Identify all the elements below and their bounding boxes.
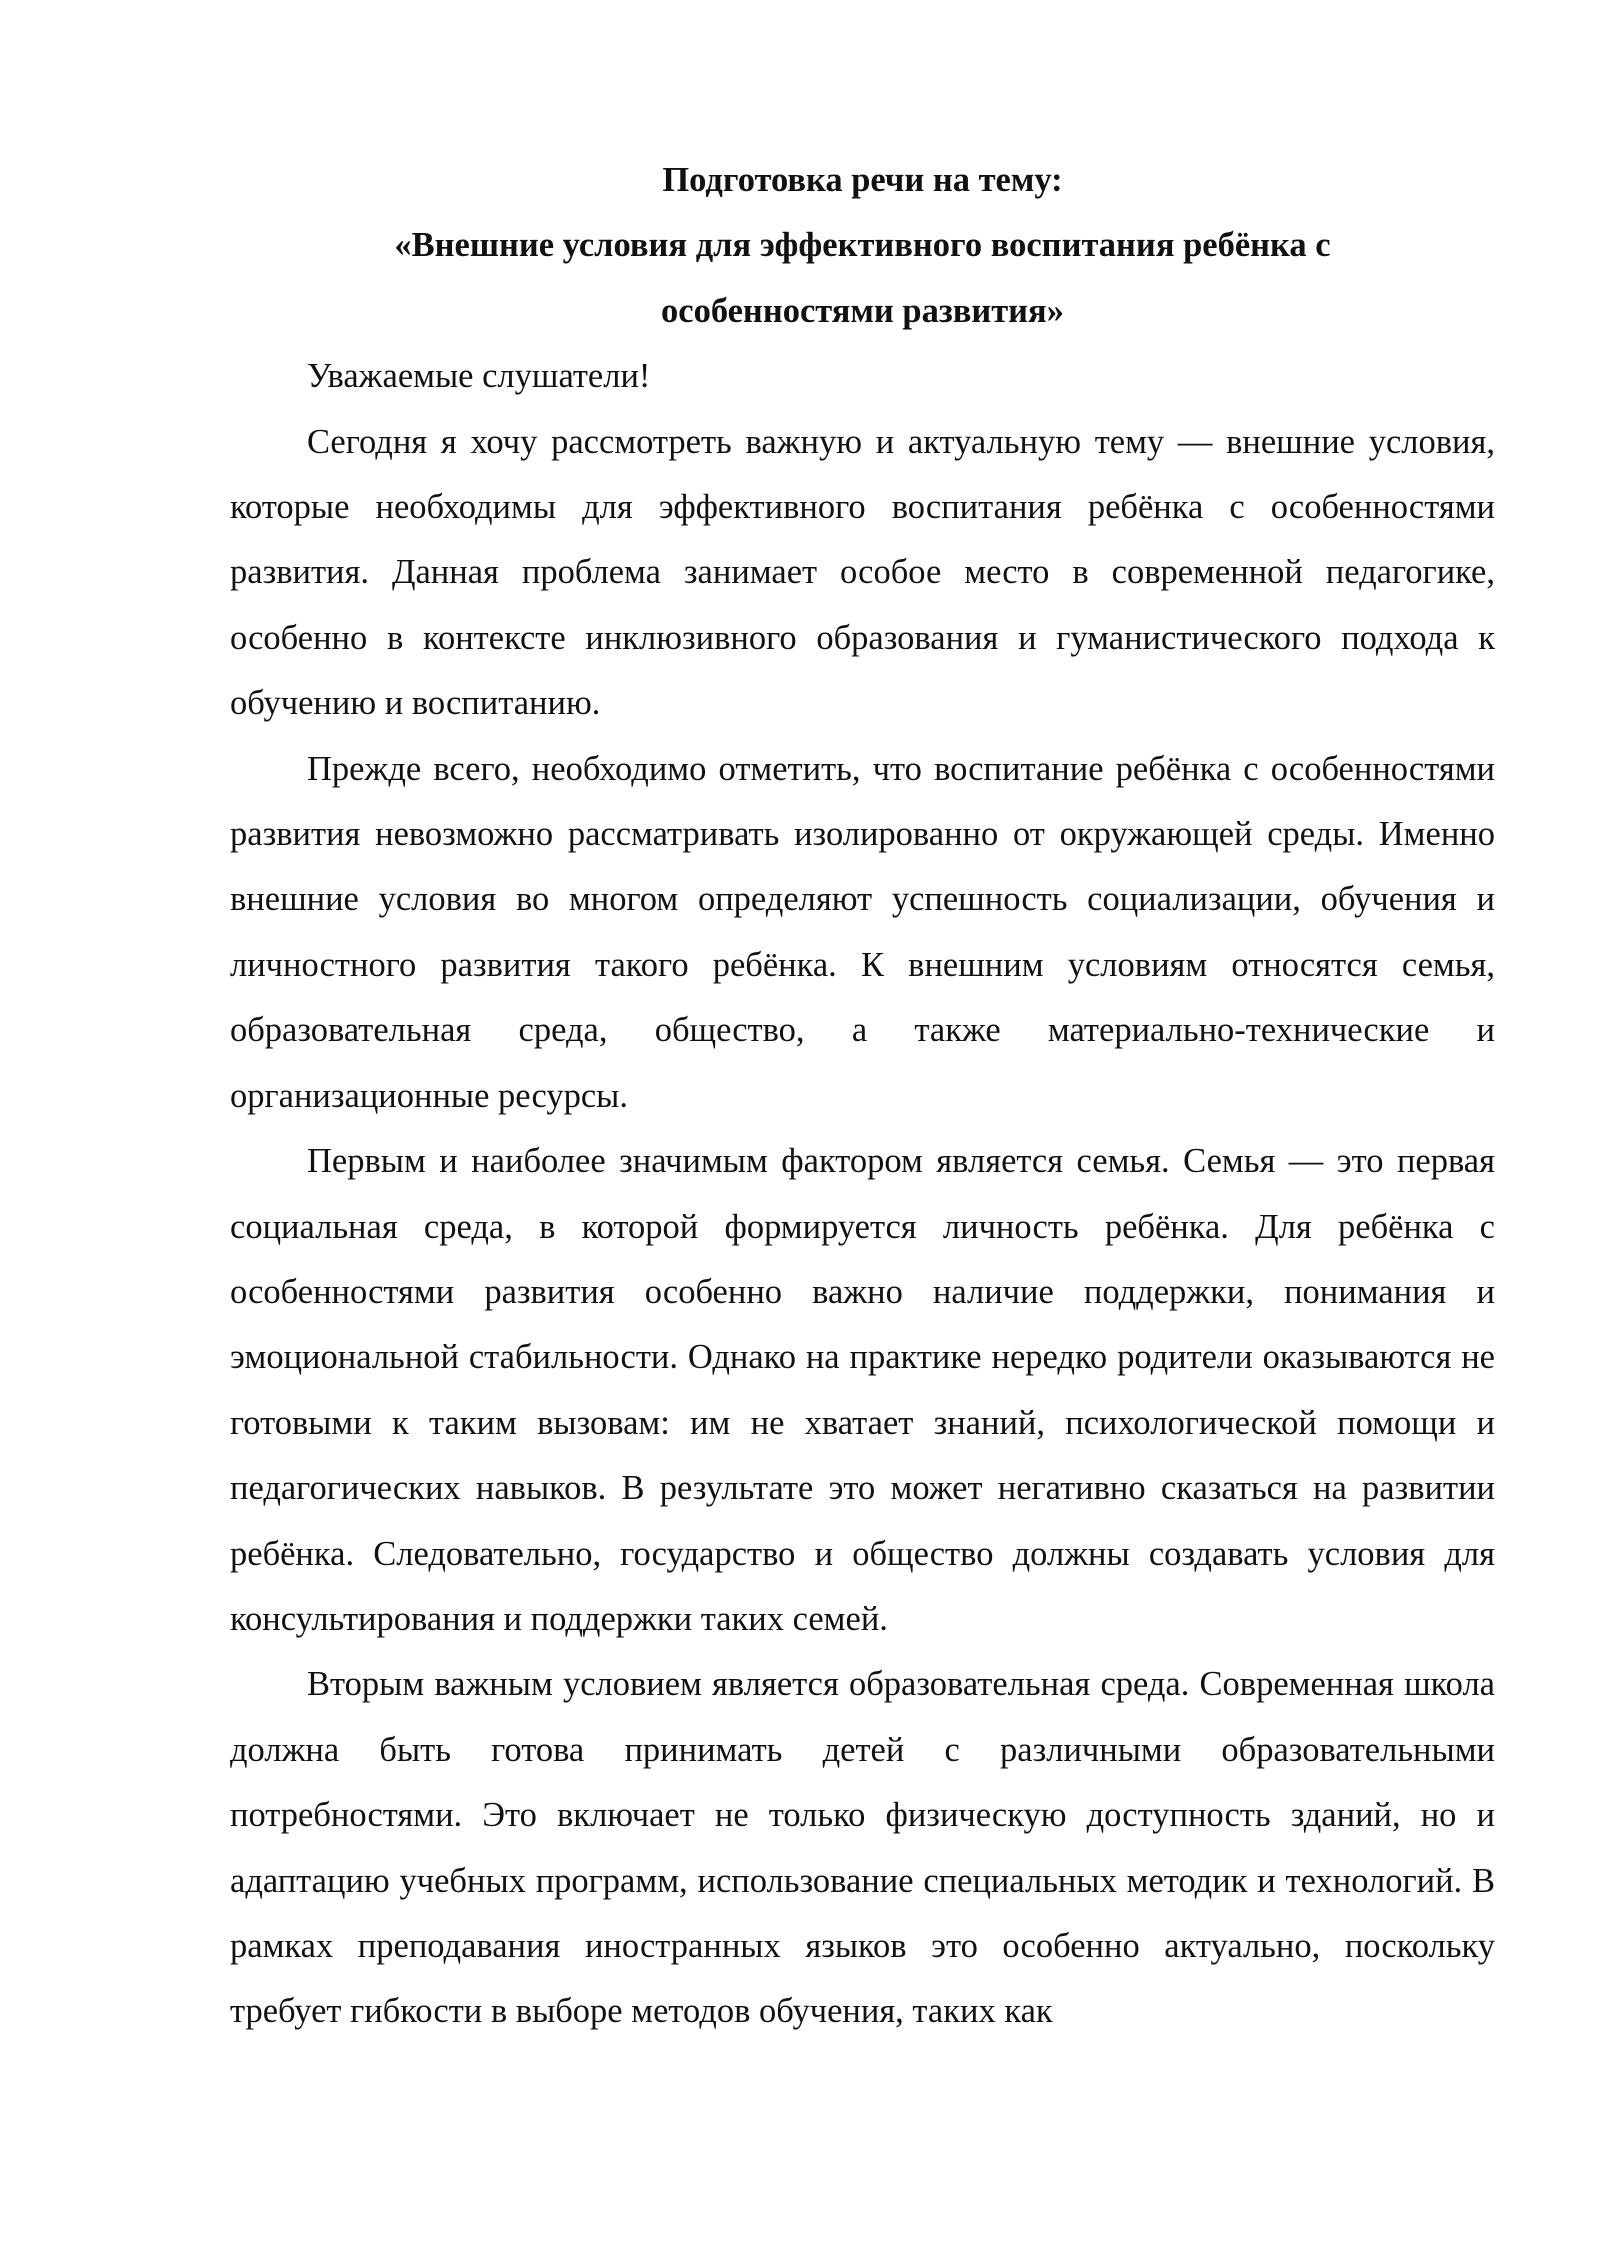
paragraph-1: Сегодня я хочу рассмотреть важную и актуальную тему — внешние условия, которые необходимы для эффективного воспитания ребёнка с особенностями развития. Данная проблема занимает особое место в современной педагогике, особенно в контексте инклюзивного образования и гуманистического подхода к обучению и воспитанию. bbox=[230, 422, 1495, 723]
document-title-line-2: «Внешние условия для эффективного воспитания ребёнка с bbox=[394, 226, 1331, 265]
paragraph-2: Прежде всего, необходимо отметить, что воспитание ребёнка с особенностями развития невозможно рассматривать изолированно от окружающей среды. Именно внешние условия во многом определяют успешность социализации, обучения и личностного развития такого ребёнка. К внешним условиям относятся семья, образовательная среда, общество, а также материально-технические и организационные ресурсы. bbox=[230, 749, 1495, 1115]
document-body bbox=[230, 148, 1495, 2045]
paragraph-4: Вторым важным условием является образовательная среда. Современная школа должна быть готова принимать детей с различными образовательными потребностями. Это включает не только физическую доступность зданий, но и адаптацию учебных программ, использование специальных методик и технологий. В рамках преподавания иностранных языков это особенно актуально, поскольку требует гибкости в выборе методов обучения, таких как bbox=[230, 1665, 1495, 2031]
document-title-line-3: особенностями развития» bbox=[661, 291, 1064, 330]
paragraph-3: Первым и наиболее значимым фактором является семья. Семья — это первая социальная среда, в которой формируется личность ребёнка. Для ребёнка с особенностями развития особенно важно наличие поддержки, понимания и эмоциональной стабильности. Однако на практике нередко родители оказываются не готовыми к таким вызовам: им не хватает знаний, психологической помощи и педагогических навыков. В результате это может негативно сказаться на развитии ребёнка. Следовательно, государство и общество должны создавать условия для консультирования и поддержки таких семей. bbox=[230, 1142, 1495, 1638]
document-title-line-1: Подготовка речи на тему: bbox=[662, 161, 1063, 199]
greeting: Уважаемые слушатели! bbox=[307, 357, 651, 396]
